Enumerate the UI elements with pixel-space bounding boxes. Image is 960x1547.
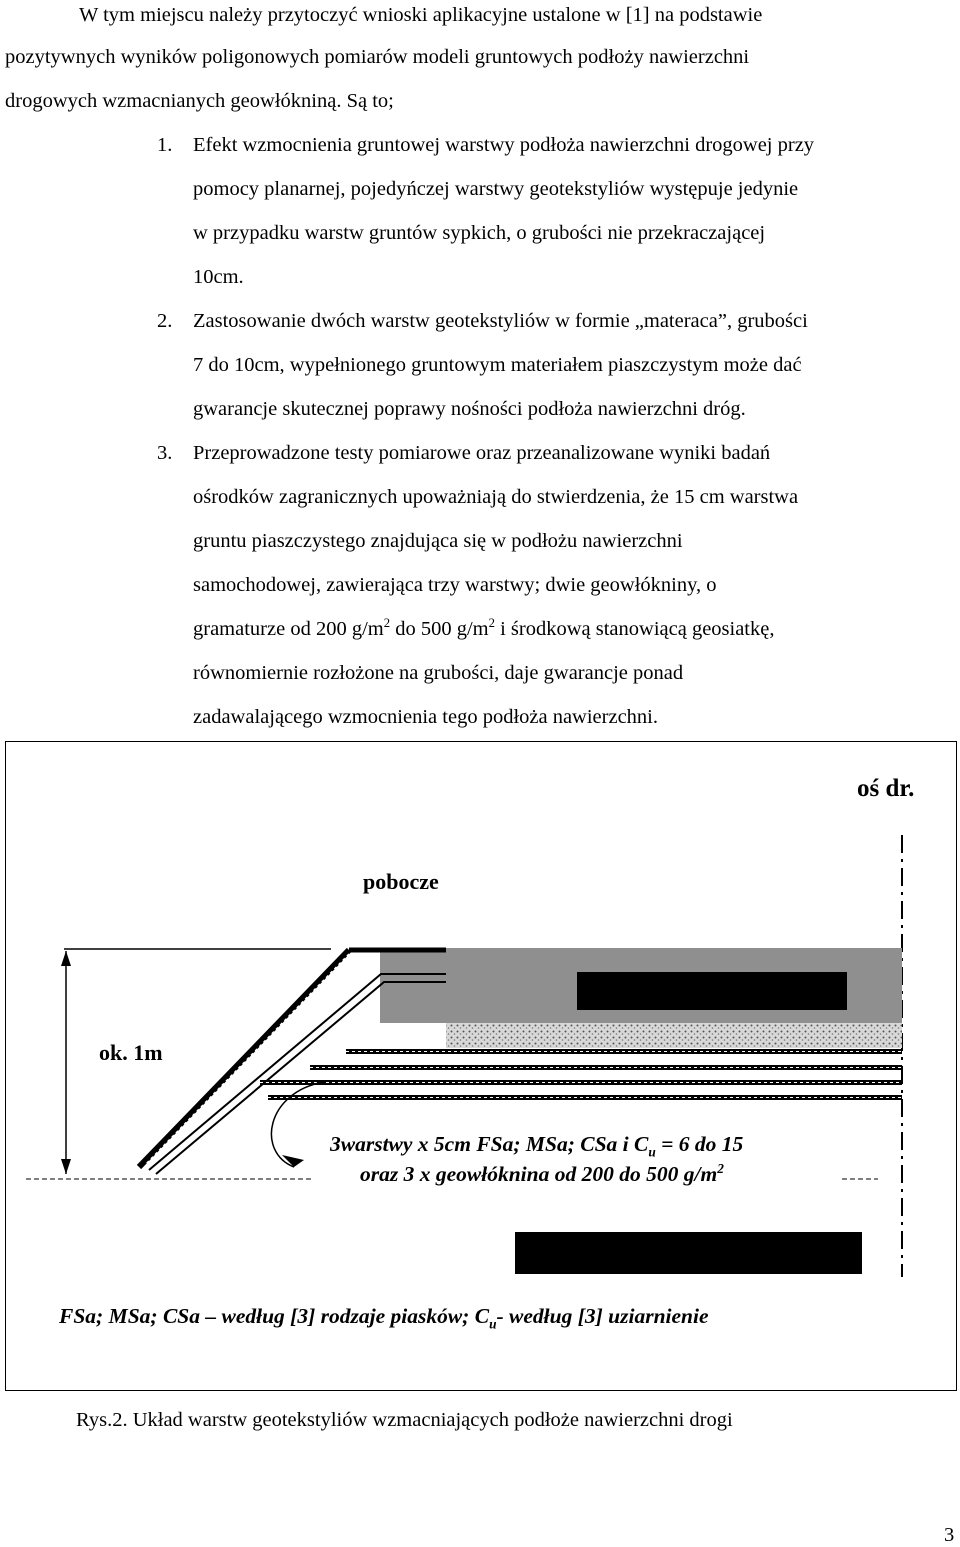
grammage-sup-1: 2 — [383, 616, 391, 631]
intro-line-3: drogowych wzmacnianych geowłókniną. Są to; — [5, 90, 394, 112]
item-2-line: Zastosowanie dwóch warstw geotekstyliów w formie „materaca”, grubości — [193, 310, 808, 332]
item-3-line: samochodowej, zawierająca trzy warstwy; dwie geowłókniny, o — [193, 574, 717, 596]
item-1-line: pomocy planarnej, pojedyńczej warstwy geotekstyliów występuje jedynie — [193, 178, 799, 200]
subgrade-black-bar — [515, 1232, 862, 1274]
item-1-number: 1. — [157, 134, 173, 156]
legend-text-a: FSa; MSa; CSa – według [3] rodzaje piasków; C — [59, 1304, 490, 1328]
item-1-line: Efekt wzmocnienia gruntowej warstwy podłoża nawierzchni drogowej przy — [193, 134, 815, 156]
item-1-line: w przypadku warstw gruntów sypkich, o grubości nie przekraczającej — [193, 222, 766, 244]
figure-legend — [59, 1304, 709, 1332]
height-label: ok. 1m — [99, 1040, 163, 1065]
intro-line-2: pozytywnych wyników poligonowych pomiarów modeli gruntowych podłoży nawierzchni — [5, 46, 750, 68]
item-3-line-grammage — [193, 617, 774, 641]
figure-caption: Rys.2. Układ warstw geotekstyliów wzmacniających podłoże nawierzchni drogi — [76, 1409, 733, 1431]
cross-section-drawing — [6, 742, 957, 1391]
dimension-arrow-bottom-icon — [61, 1159, 71, 1174]
road-axis-label: oś dr. — [857, 775, 915, 802]
grammage-text-a: gramaturze od 200 g/m — [193, 618, 384, 640]
figure-road-cross-section — [5, 741, 957, 1391]
legend-sub: u — [489, 1316, 497, 1332]
layers-note-sub: u — [648, 1144, 656, 1160]
geotextile-note-sup: 2 — [717, 1160, 724, 1176]
grammage-text-b: do 500 g/m — [390, 618, 489, 640]
grammage-text-c: i środkową stanowiącą geosiatkę, — [494, 618, 775, 640]
arrow-head-icon — [282, 1155, 304, 1167]
item-3-line: gruntu piaszczystego znajdująca się w podłożu nawierzchni — [193, 530, 683, 552]
item-3-line: zadawalającego wzmocnienia tego podłoża nawierzchni. — [193, 706, 659, 728]
layers-note-line-2 — [360, 1162, 724, 1187]
layers-note-text-b: = 6 do 15 — [655, 1132, 744, 1156]
layers-note-line-1 — [330, 1132, 744, 1160]
grammage-sup-2: 2 — [488, 616, 495, 631]
item-2-line: gwarancje skutecznej poprawy nośności podłoża nawierzchni dróg. — [193, 398, 746, 420]
geotextile-layers — [260, 1049, 902, 1100]
intro-line-1: W tym miejscu należy przytoczyć wnioski aplikacyjne ustalone w [1] na podstawie — [79, 4, 763, 26]
pavement-black-bar — [577, 972, 847, 1010]
page-number: 3 — [944, 1524, 955, 1546]
shoulder-label: pobocze — [363, 869, 439, 894]
item-2-number: 2. — [157, 310, 173, 332]
layers-note-text-a: 3warstwy x 5cm FSa; MSa; CSa i C — [330, 1132, 649, 1156]
gravel-layer — [446, 1023, 902, 1048]
embankment-slope — [139, 950, 349, 1167]
item-3-line: Przeprowadzone testy pomiarowe oraz przeanalizowane wyniki badań — [193, 442, 771, 464]
item-3-number: 3. — [157, 442, 173, 464]
legend-text-b: - według [3] uziarnienie — [496, 1304, 709, 1328]
item-3-line: równomiernie rozłożone na grubości, daje gwarancje ponad — [193, 662, 684, 684]
item-3-line: ośrodków zagranicznych upoważniają do stwierdzenia, że 15 cm warstwa — [193, 486, 799, 508]
item-1-line: 10cm. — [193, 266, 244, 288]
curved-arrow-icon — [271, 1082, 324, 1167]
geotextile-note-text: oraz 3 x geowłóknina od 200 do 500 g/m — [360, 1162, 718, 1186]
item-2-line: 7 do 10cm, wypełnionego gruntowym materiałem piaszczystym może dać — [193, 354, 802, 376]
dimension-arrow-top-icon — [61, 951, 71, 966]
geotextile-slope — [146, 954, 349, 1164]
